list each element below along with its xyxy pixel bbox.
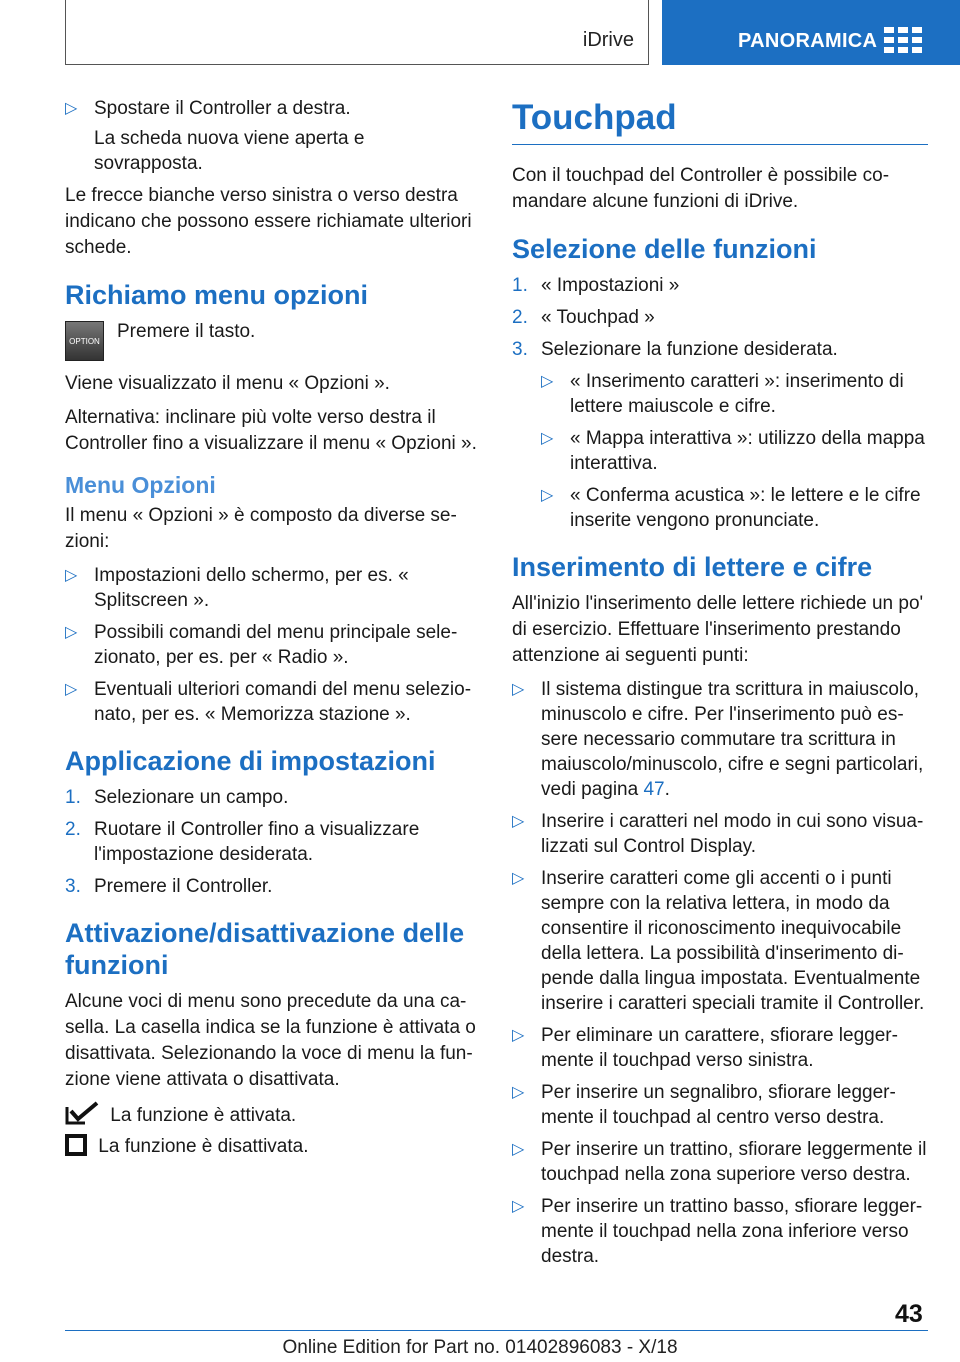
- heading-apply-settings: Applicazione di impostazioni: [65, 746, 436, 776]
- activated-row: La funzione è attivata.: [65, 1101, 477, 1129]
- header-section-box: [65, 0, 649, 65]
- list-item: ▷ Per inserire un segnalibro, sfiorare leggermente il touchpad al centro verso destra.: [512, 1082, 896, 1128]
- list-item: 2. « Touchpad »: [512, 307, 655, 328]
- triangle-bullet-icon: ▷: [512, 1198, 525, 1215]
- checkmark-box-icon: [65, 1101, 99, 1125]
- list-item: 1. Selezionare un campo.: [65, 787, 289, 808]
- heading-menu-options: Menu Opzioni: [65, 472, 216, 498]
- list-item: ▷ « Inserimento caratteri »: inserimento di lettere maiuscole e cifre.: [541, 371, 904, 417]
- heading-select-functions: Selezione delle funzioni: [512, 234, 817, 264]
- list-item: ▷ « Mappa interattiva »: utilizzo della mappa interattiva.: [541, 428, 925, 474]
- list-item: ▷ Eventuali ulteriori comandi del menu selezionato, per es. « Memorizza stazione ».: [65, 679, 472, 725]
- page-number: 43: [895, 1300, 923, 1328]
- empty-box-icon: [65, 1134, 87, 1156]
- list-item: ▷ Inserire caratteri come gli accenti o i punti sempre con la relativa lettera, in modo da consentire il riconoscimento inequivocabile della lettera. La possibilità d'inserimento dipende dalla lingua impostata. Eventualmente inserire i caratteri speciali tramite il Controller.: [512, 868, 925, 1014]
- triangle-bullet-icon: ▷: [512, 1141, 525, 1158]
- deactivated-row: La funzione è disattivata.: [65, 1134, 477, 1160]
- grid-icon[interactable]: [884, 27, 922, 53]
- list-item: 2. Ruotare il Controller fino a visualizzare l'impostazione desiderata.: [65, 819, 420, 865]
- triangle-bullet-icon: ▷: [541, 430, 554, 447]
- list-item: ▷ « Conferma acustica »: le lettere e le cifre inserite vengono pronunciate.: [541, 485, 921, 531]
- paragraph: Alcune voci di menu sono precedute da una casella. La casella indica se la funzione è attivata o disattivata. Selezionando la voce di menu la funzione viene attivata o disattivata.: [65, 991, 476, 1090]
- heading-letters-digits: Inserimento di lettere e cifre: [512, 552, 873, 582]
- list-item: ▷ Per eliminare un carattere, sfiorare leggermente il touchpad verso sinistra.: [512, 1025, 898, 1071]
- heading-options-menu: Richiamo menu opzioni: [65, 280, 369, 310]
- triangle-bullet-icon: ▷: [65, 624, 78, 641]
- list-item: 3. Premere il Controller.: [65, 876, 273, 897]
- triangle-bullet-icon: ▷: [541, 487, 554, 504]
- triangle-bullet-icon: ▷: [541, 373, 554, 390]
- paragraph: Le frecce bianche verso sinistra o verso destra indicano che possono essere richiamate ulteriori schede.: [65, 185, 472, 258]
- paragraph: Alternativa: inclinare più volte verso destra il Controller fino a visualizzare il menu « Opzioni ».: [65, 407, 477, 454]
- triangle-bullet-icon: ▷: [65, 567, 78, 584]
- list-item: ▷ Spostare il Controller a destra. La scheda nuova viene aperta e sovrapposta.: [65, 98, 365, 174]
- list-item: ▷ Il sistema distingue tra scrittura in maiuscolo, minuscolo e cifre. Per l'inserimento può essere necessario commutare tra scrittura in maiuscolo/minuscolo, cifre e segni particolari, vedi pagina 47.: [512, 679, 924, 800]
- right-column: [512, 96, 928, 1276]
- list-item: ▷ Inserire i caratteri nel modo in cui sono visualizzati sul Control Display.: [512, 811, 924, 857]
- paragraph: Il menu « Opzioni » è composto da diverse sezioni:: [65, 505, 457, 552]
- heading-toggle-functions: Attivazione/disattivazione delle funzioni: [65, 918, 465, 980]
- list-item: ▷ Impostazioni dello schermo, per es. « Splitscreen ».: [65, 565, 409, 611]
- triangle-bullet-icon: ▷: [512, 813, 525, 830]
- paragraph: Viene visualizzato il menu « Opzioni ».: [65, 373, 390, 394]
- paragraph: All'inizio l'inserimento delle lettere richiede un po' di esercizio. Effettuare l'inserimento prestando attenzione ai seguenti punti:: [512, 593, 924, 666]
- list-item: 1. « Impostazioni »: [512, 275, 680, 296]
- header-section-label: iDrive: [582, 29, 634, 51]
- triangle-bullet-icon: ▷: [512, 1084, 525, 1101]
- footer-edition: Online Edition for Part no. 01402896083 - X/18: [282, 1337, 678, 1358]
- list-item: ▷ Per inserire un trattino, sfiorare leggermente il touchpad nella zona superiore verso destra.: [512, 1139, 927, 1185]
- list-item: ▷ Per inserire un trattino basso, sfiorare leggermente il touchpad nella zona inferiore verso destra.: [512, 1196, 923, 1267]
- option-button-icon: OPTION: [65, 321, 104, 361]
- option-key-row: OPTION Premere il tasto.: [65, 319, 477, 363]
- triangle-bullet-icon: ▷: [65, 100, 78, 117]
- left-column: [65, 96, 477, 1165]
- footer-divider: [65, 1330, 928, 1331]
- paragraph: Con il touchpad del Controller è possibile comandare alcune funzioni di iDrive.: [512, 165, 890, 212]
- header-tab-label: PANORAMICA: [738, 30, 878, 52]
- page-link[interactable]: 47: [643, 779, 665, 800]
- triangle-bullet-icon: ▷: [512, 1027, 525, 1044]
- triangle-bullet-icon: ▷: [512, 870, 525, 887]
- triangle-bullet-icon: ▷: [65, 681, 78, 698]
- list-item: ▷ Possibili comandi del menu principale selezionato, per es. per « Radio ».: [65, 622, 458, 668]
- heading-touchpad: Touchpad: [512, 96, 928, 145]
- list-item: 3. Selezionare la funzione desiderata.: [512, 339, 838, 360]
- triangle-bullet-icon: ▷: [512, 681, 525, 698]
